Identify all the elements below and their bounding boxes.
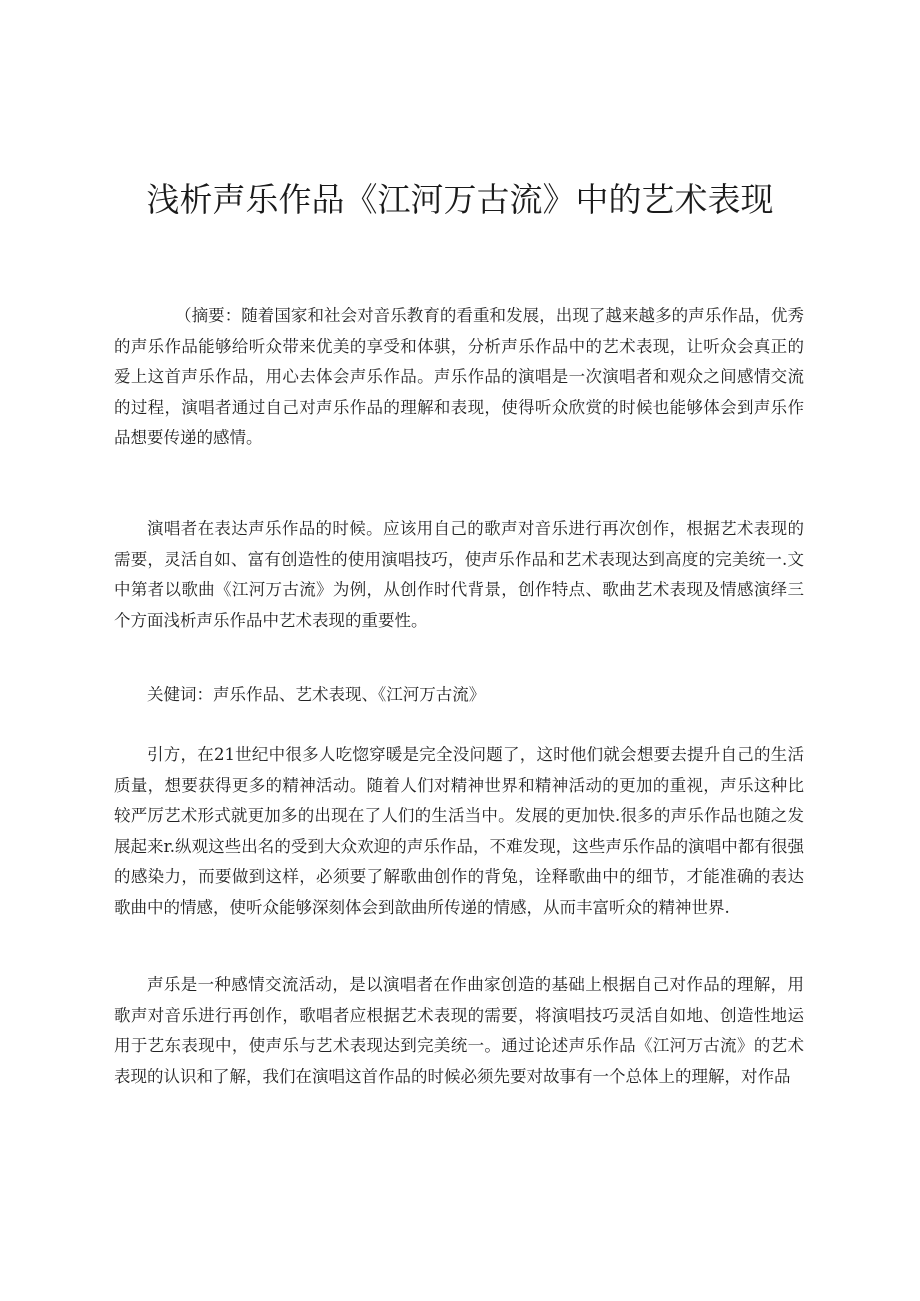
abstract-paragraph: （摘要：随着国家和社会对音乐教育的看重和发展，出现了越来越多的声乐作品，优秀的声乐作品能够给听众带来优美的享受和体骐，分析声乐作品中的艺术表现，让听众会真正的爱上这首声乐作品，用心去体会声乐作品。声乐作品的演唱是一次演唱者和观众之间感情交流的过程，演唱者通过自己对声乐作品的理解和表现，使得听众欣赏的时候也能够体会到声乐作品想要传递的感情。 — [114, 306, 804, 447]
body-paragraph-5: 声乐是一种感情交流活动，是以演唱者在作曲家创造的基础上根据自己对作品的理解，用歌声对音乐进行再创作，歌唱者应根据艺术表现的需要，将演唱技巧灵活自如地、创造性地运用于艺东表现中，使声乐与艺术表现达到完美统一。通过论述声乐作品《江河万古流》的艺术表现的认识和了解，我们在演唱这首作品的时候必须先要对故事有一个总体上的理解，对作品 — [114, 975, 804, 1086]
body-paragraph-2: 演唱者在表达声乐作品的时候。应该用自己的歌声对音乐进行再次创作，根据艺术表现的需要，灵活自如、富有创造性的使用演唱技巧，使声乐作品和艺术表现达到高度的完美统一.文中第者以歌曲《江河万古流》为例，从创作时代背景，创作特点、歌曲艺术表现及情感演绎三个方面浅析声乐作品中艺术表现的重要性。 — [114, 519, 804, 630]
document-title: 浅析声乐作品《江河万古流》中的艺术表现 — [146, 180, 774, 220]
body-paragraph-4: 引方，在21世纪中很多人吃惚穿暖是完全没问题了，这时他们就会想要去提升自己的生活质量，想要获得更多的精神活动。随着人们对精神世界和精神活动的更加的重视，声乐这种比较严厉艺术形式就更加多的出现在了人们的生活当中。发展的更加快.很多的声乐作品也随之发展起来r.纵观这些出名的受到大众欢迎的声乐作品，不难发现，这些声乐作品的演唱中都有很强的感染力，而要做到这样，必须要了解歌曲创作的背兔，诠释歌曲中的细节，才能准确的表达歌曲中的情感，使听众能够深刻体会到歆曲所传递的情感，从而丰富听众的精神世界. — [114, 745, 804, 917]
keywords-line: 关健词：声乐作品、艺术表现、《江河万古流》 — [147, 685, 486, 704]
